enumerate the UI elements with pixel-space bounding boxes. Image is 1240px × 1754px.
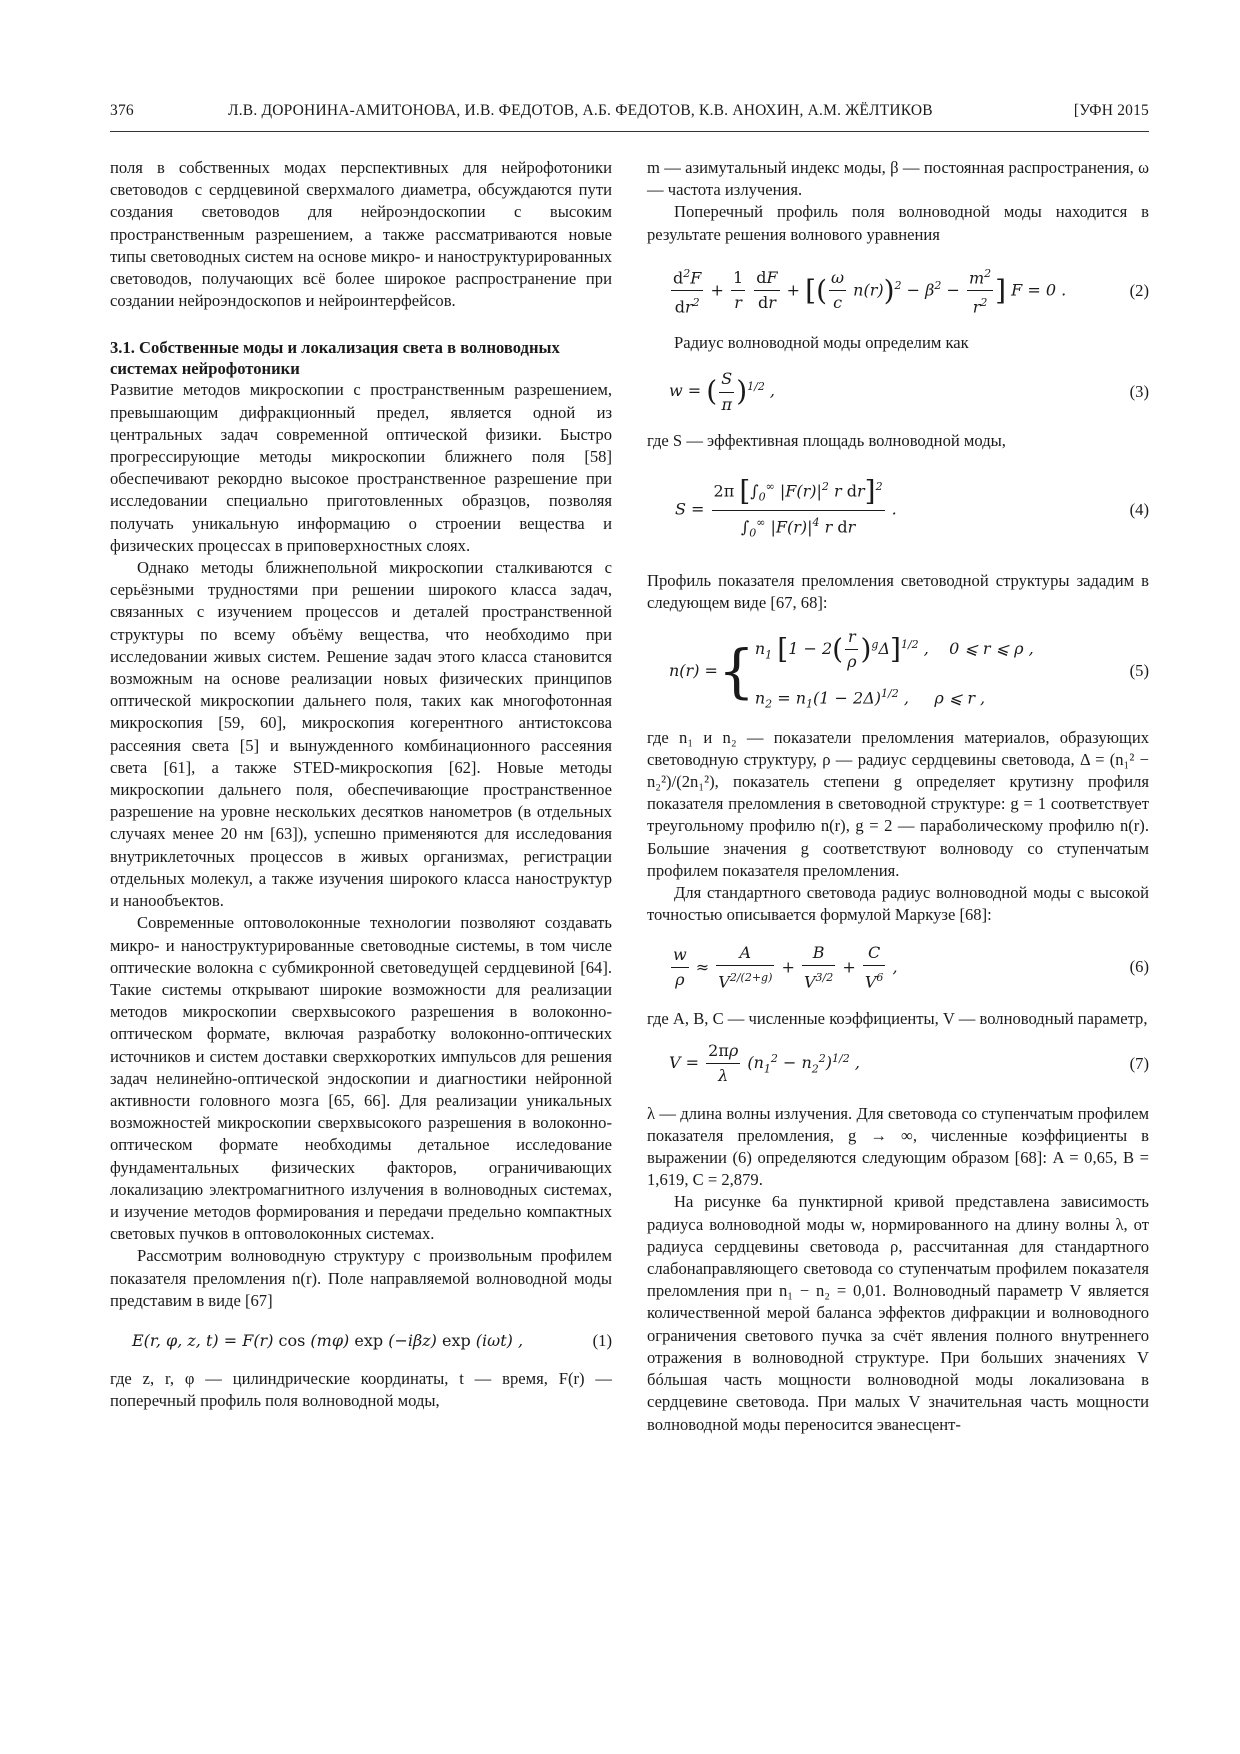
- header-rule: [110, 131, 1149, 132]
- page-number: 376: [110, 102, 134, 119]
- paragraph: где n₁ и n₂ — показатели преломления материалов, образующих световодную структуру, ρ — радиус сердцевины световода, Δ = (n₁² − n₂²)/(2n₁²), показатель степени g определяет крутизну профиля показателя преломления в световодной структуре: g = 1 соответствует треугольному профилю n(r), g = 2 — параболическому профилю n(r). Большие значения g соответствуют волноводу со ступенчатым профилем показателя преломления.: [647, 727, 1149, 880]
- equation-2: $\frac{d^2F}{dr^2}$ + $\frac{1}{r}$ $\frac{dF}{dr}$ + [( $\frac{\omega}{c}$ $n(r))^2 - \beta^2$ − $\frac{m^2}{r^2}$ ] F = 0 . (2): [647, 260, 1149, 322]
- equation-number: (2): [1129, 280, 1149, 300]
- equation-6: $\frac{w}{\rho}$ ≈ $\frac{A}{V^{2/(2+g)}}$ + $\frac{B}{V^{3/2}}$ + $\frac{C}{V^6}$ , (6): [673, 942, 1149, 992]
- equation-4: S = $\frac{2\pi [\int_0^\infty |F(r)|^2 r dr]^2}{\int_0^\infty |F(r)|^4 r dr}$ . (4): [675, 474, 1149, 540]
- paragraph: Профиль показателя преломления световодной структуры зададим в следующем виде [67, 68]:: [647, 571, 1149, 613]
- paragraph: Современные оптоволоконные технологии позволяют создавать микро- и наноструктурированные световодные системы, в том числе оптические волокна с субмикронной световедущей сердцевиной [64]. Такие системы открывают широкие возможности для реализации методов микроскопии сверхвысокого разрешения в волоконно-оптическом формате, включая разработку волоконно-оптических источников и систем доставки сверхкоротких импульсов для решения задач нелинейно-оптической эндоскопии и диагностики нейронной активности головного мозга [65, 66]. Для реализации уникальных возможностей микроскопии сверхвысокого разрешения в волоконно-оптическом формате необходимы детальное исследование фундаментальных физических факторов, ограничивающих локализацию электромагнитного излучения в волноводных системах, и изучение методов формирования и передачи предельно компактных световых пучков в оптоволоконных системах.: [110, 913, 612, 1244]
- section-title: 3.1. Собственные моды и локализация света в волноводных системах нейрофотоники: [110, 338, 560, 379]
- paragraph: Для стандартного световода радиус волноводной моды с высокой точностью описывается формулой Маркузе [68]:: [647, 883, 1149, 925]
- paragraph: Поперечный профиль поля волноводной моды находится в результате решения волнового уравнения: [647, 202, 1149, 244]
- running-header: [110, 102, 1149, 128]
- paragraph: Радиус волноводной моды определим как: [674, 332, 969, 352]
- equation-1: E(r, φ, z, t) = F(r) cos (mφ) exp (−iβz) exp (iωt) , (1): [110, 1330, 612, 1352]
- header-authors: Л.В. ДОРОНИНА-АМИТОНОВА, И.В. ФЕДОТОВ, А.Б. ФЕДОТОВ, К.В. АНОХИН, А.М. ЖЁЛТИКОВ: [228, 102, 933, 119]
- paragraph: где z, r, φ — цилиндрические координаты, t — время, F(r) — поперечный профиль поля волноводной моды,: [110, 1369, 612, 1411]
- paragraph: m — азимутальный индекс моды, β — постоянная распространения, ω — частота излучения.: [647, 158, 1149, 200]
- paragraph: где S — эффективная площадь волноводной моды,: [647, 431, 1006, 451]
- paragraph: где A, B, C — численные коэффициенты, V — волноводный параметр,: [647, 1009, 1148, 1029]
- paragraph: Однако методы ближнепольной микроскопии сталкиваются с серьёзными трудностями при решении широкого класса задач, связанных с изучением процессов и деталей пространственной структуры по всему объёму вещества, что необходимо при исследовании живых систем. Решение задач этого класса становится возможным на основе реализации новых физических принципов оптической микроскопии дальнего поля, таких как многофотонная микроскопия [59, 60], микроскопия когерентного антистоксова рассеяния света [5] и вынужденного комбинационного рассеяния света [61], а также STED-микроскопия [62]. Новые методы микроскопии дальнего поля, обеспечивающие пространственное разрешение на уровне нескольких десятков нанометров (в отдельных случаях менее 20 нм [63]), успешно применяются для исследования внутриклеточных процессов в живых организмах, регистрации отдельных молекул, а также изучения широкого класса наноструктур и нанообъектов.: [110, 558, 612, 911]
- equation-number: (3): [1129, 381, 1149, 401]
- equation-3: w = ( $\frac{S}{\pi}$ )$^{1/2}$ , (3): [669, 369, 1149, 414]
- equation-7: V = $\frac{2\pi\rho}{\lambda}$ $(n_1^2 - n_2^2)^{1/2}$ , (7): [669, 1040, 1149, 1086]
- equation-number: (7): [1129, 1053, 1149, 1073]
- paragraph: На рисунке 6а пунктирной кривой представлена зависимость радиуса волноводной моды w, нормированного на длину волны λ, от радиуса сердцевины световода ρ, рассчитанная для стандартного слабонаправляющего световода со ступенчатым профилем показателя преломления при n₁ − n₂ = 0,01. Волноводный параметр V является количественной мерой баланса эффектов дифракции и волноводного ограничения светового пучка за счёт явления полного внутреннего отражения в волноводной структуре. При больших значениях V бóльшая часть мощности волноводной моды локализована в сердцевине световода. При малых V значительная часть мощности волноводной моды переносится эванесцент-: [647, 1192, 1149, 1434]
- equation-5: n(r) = { $n_1$ [1 − 2( $\frac{r}{\rho}$ )$^g$Δ]$^{1/2}$ , 0 ⩽ r ⩽ ρ , $n_2 = n_1(1 - 2\Delta)^{1/2}$ , ρ ⩽ r , (5): [669, 626, 1149, 711]
- equation-number: (6): [1129, 957, 1149, 977]
- header-journal: [УФН 2015: [1073, 102, 1149, 119]
- paragraph: поля в собственных модах перспективных для нейрофотоники световодов с сердцевиной сверхмалого диаметра, обсуждаются пути создания световодов для нейроэндоскопии с высоким пространственным разрешением, а также рассматриваются новые типы световодных систем на основе микро- и наноструктурированных световодов, получающих всё более широкое распространение при создании нейроэндоскопов и нейроинтерфейсов.: [110, 158, 612, 311]
- left-column: [110, 157, 612, 1413]
- equation-number: (5): [1129, 660, 1149, 680]
- equation-number: (1): [592, 1330, 612, 1350]
- right-column: [647, 157, 1149, 1436]
- paragraph: Развитие методов микроскопии с пространственным разрешением, превышающим дифракционный предел, является одной из центральных задач современной оптической физики. Быстро прогрессирующие методы микроскопии ближнего поля [58] обеспечивают рекордно высокое пространственное разрешение при исследовании специально приготовленных образцов, позволяя получать уникальную информацию о строении вещества и физических процессах в приповерхностных слоях.: [110, 380, 612, 555]
- paragraph: λ — длина волны излучения. Для световода со ступенчатым профилем показателя преломления, g → ∞, численные коэффициенты в выражении (6) определяются следующим образом [68]: A = 0,65, B = 1,619, C = 2,879.: [647, 1103, 1149, 1190]
- paragraph: Рассмотрим волноводную структуру с произвольным профилем показателя преломления n(r). Поле направляемой волноводной моды представим в виде [67]: [110, 1246, 612, 1310]
- equation-number: (4): [1129, 500, 1149, 520]
